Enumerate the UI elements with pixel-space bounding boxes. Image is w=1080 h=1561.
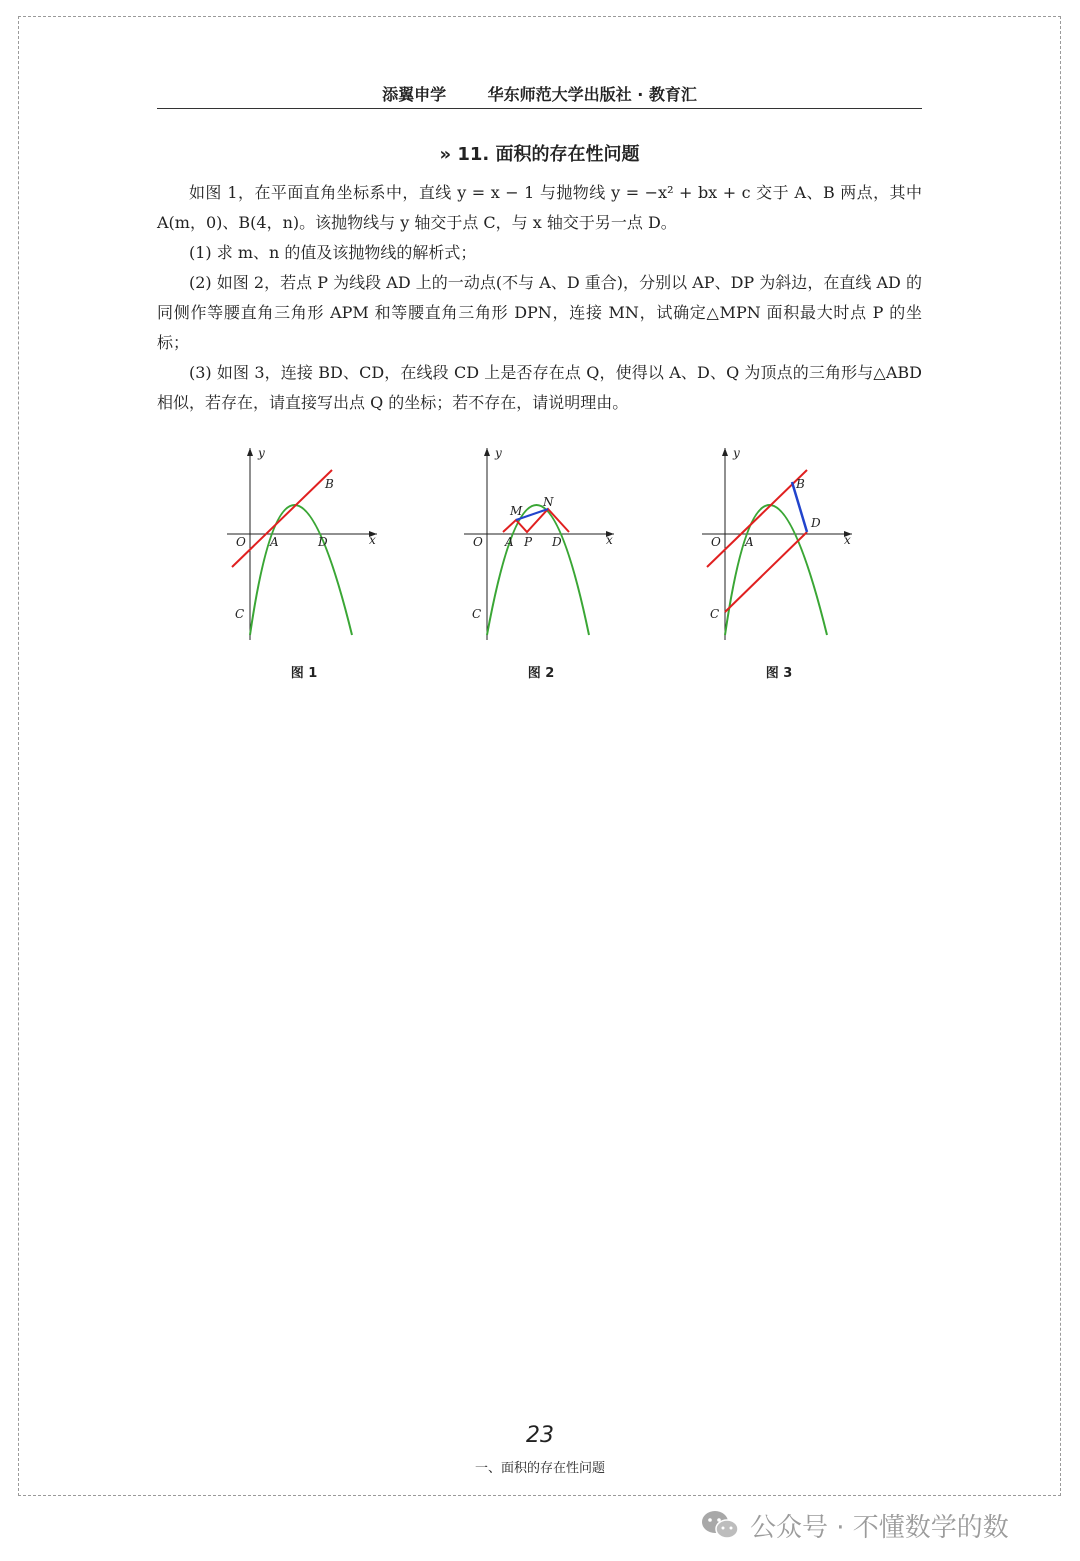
watermark bbox=[700, 1507, 1009, 1543]
figure-2-diagram bbox=[459, 440, 629, 655]
label-d: D bbox=[318, 535, 328, 549]
y-axis-arrow-icon bbox=[722, 448, 728, 456]
label-o: O bbox=[473, 535, 483, 549]
label-x: x bbox=[844, 533, 851, 547]
parabola-curve bbox=[487, 505, 589, 635]
label-c: C bbox=[472, 607, 482, 621]
figure-1-diagram bbox=[222, 440, 392, 655]
section-title: » 11. 面积的存在性问题 bbox=[439, 144, 640, 165]
label-p: P bbox=[524, 535, 533, 549]
header-right: 华东师范大学出版社 · 教育汇 bbox=[487, 85, 697, 104]
label-y: y bbox=[495, 446, 502, 460]
page-number: 23 bbox=[526, 1423, 554, 1448]
figure-2 bbox=[459, 440, 629, 690]
label-a: A bbox=[745, 535, 754, 549]
problem-intro: 如图 1，在平面直角坐标系中，直线 y = x − 1 与抛物线 y = −x² + bx + c 交于 A、B 两点，其中 A(m，0)、B(4，n)。该抛物线与 y 轴交于点 C，与 x 轴交于另一点 D。 bbox=[157, 183, 922, 232]
y-axis-arrow-icon bbox=[484, 448, 490, 456]
label-y: y bbox=[258, 446, 265, 460]
label-y: y bbox=[733, 446, 740, 460]
figure-3 bbox=[697, 440, 867, 690]
parabola-curve bbox=[250, 505, 352, 635]
header-left: 添翼申学 bbox=[382, 85, 447, 104]
wechat-icon bbox=[700, 1509, 740, 1541]
label-m: M bbox=[510, 504, 523, 518]
figure-3-diagram bbox=[697, 440, 867, 655]
question-2: (2) 如图 2，若点 P 为线段 AD 上的一动点(不与 A、D 重合)，分别以 AP、DP 为斜边，在直线 AD 的同侧作等腰直角三角形 APM 和等腰直角三角形 DPN，连接 MN，试确定△MPN 面积最大时点 P 的坐标； bbox=[157, 273, 922, 352]
figure-3-caption: 图 3 bbox=[765, 666, 793, 681]
label-b: B bbox=[796, 477, 805, 491]
figures-row bbox=[222, 440, 862, 690]
label-o: O bbox=[236, 535, 246, 549]
segment-cd bbox=[725, 532, 807, 612]
label-a: A bbox=[505, 535, 514, 549]
label-d: D bbox=[552, 535, 562, 549]
figure-1-caption: 图 1 bbox=[290, 666, 318, 681]
label-d: D bbox=[811, 516, 821, 530]
label-o: O bbox=[711, 535, 721, 549]
label-n: N bbox=[543, 495, 554, 509]
watermark-text: 公众号 · 不懂数学的数 bbox=[750, 1512, 1009, 1543]
line-ab bbox=[232, 470, 332, 567]
question-1: (1) 求 m、n 的值及该抛物线的解析式； bbox=[189, 243, 477, 262]
y-axis-arrow-icon bbox=[247, 448, 253, 456]
label-b: B bbox=[325, 477, 334, 491]
figure-2-caption: 图 2 bbox=[527, 666, 555, 681]
label-a: A bbox=[270, 535, 279, 549]
question-3: (3) 如图 3，连接 BD、CD，在线段 CD 上是否存在点 Q，使得以 A、D、Q 为顶点的三角形与△ABD 相似，若存在，请直接写出点 Q 的坐标；若不存在，请说明理由。 bbox=[157, 363, 922, 412]
page-header bbox=[157, 82, 922, 109]
label-c: C bbox=[235, 607, 245, 621]
problem-text bbox=[157, 178, 922, 418]
label-c: C bbox=[710, 607, 720, 621]
label-x: x bbox=[606, 533, 613, 547]
label-x: x bbox=[369, 533, 376, 547]
footer-caption: 一、面积的存在性问题 bbox=[474, 1461, 605, 1476]
figure-1 bbox=[222, 440, 392, 690]
